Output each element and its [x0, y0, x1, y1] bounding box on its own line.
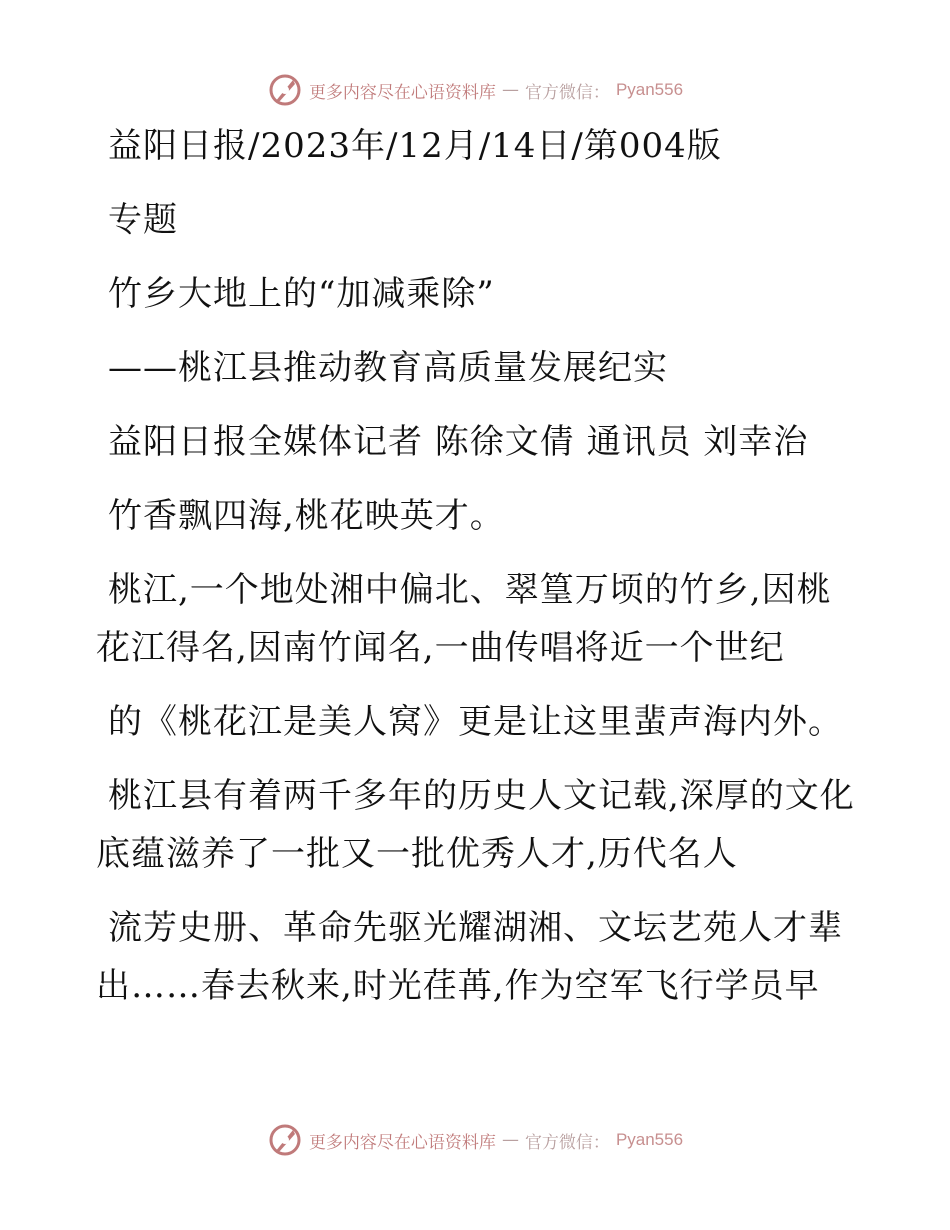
watermark-brand: 更多内容尽在心语资料库 — [308, 82, 496, 103]
paragraph-2-line-3: 的《桃花江是美人窝》更是让这里蜚声海内外。 — [108, 702, 843, 742]
watermark-label: 官方微信： — [524, 1132, 610, 1153]
paragraph-3-line-1: 桃江县有着两千多年的历史人文记载,深厚的文化 — [108, 776, 855, 816]
article-subtitle: ——桃江县推动教育高质量发展纪实 — [108, 348, 668, 388]
paragraph-2-line-2: 花江得名,因南竹闻名,一曲传唱将近一个世纪 — [96, 628, 785, 668]
watermark-brand: 更多内容尽在心语资料库 — [308, 1132, 496, 1153]
quill-logo-icon — [267, 72, 303, 108]
byline: 益阳日报全媒体记者 陈徐文倩 通讯员 刘幸治 — [108, 422, 809, 462]
paragraph-3-line-2: 底蕴滋养了一批又一批优秀人才,历代名人 — [96, 834, 738, 874]
watermark-separator: — — [501, 80, 519, 100]
paragraph-3-line-3: 流芳史册、革命先驱光耀湖湘、文坛艺苑人才辈 — [108, 908, 843, 948]
paragraph-3-line-4: 出……春去秋来,时光荏苒,作为空军飞行学员早 — [96, 966, 820, 1006]
source-line: 益阳日报/2023年/12月/14日/第004版 — [108, 126, 722, 166]
header-watermark — [0, 72, 950, 108]
quill-logo-icon — [267, 1122, 303, 1158]
footer-watermark — [0, 1122, 950, 1158]
section-label: 专题 — [108, 200, 178, 240]
watermark-wechat-id: Pyan556 — [615, 1130, 684, 1149]
paragraph-1: 竹香飘四海,桃花映英才。 — [108, 496, 505, 536]
watermark-separator: — — [501, 1130, 519, 1150]
watermark-label: 官方微信： — [524, 82, 610, 103]
watermark-wechat-id: Pyan556 — [615, 80, 684, 99]
article-title: 竹乡大地上的“加减乘除” — [108, 274, 495, 314]
paragraph-2-line-1: 桃江,一个地处湘中偏北、翠篁万顷的竹乡,因桃 — [108, 570, 832, 610]
